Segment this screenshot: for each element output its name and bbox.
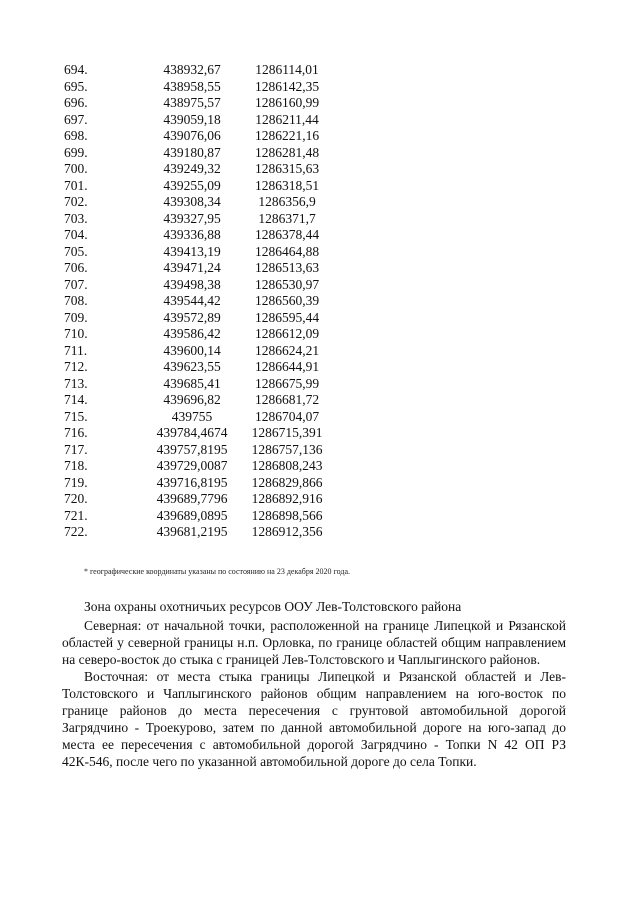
point-number: 711. [64,342,88,358]
footnote: * географические координаты указаны по состоянию на 23 декабря 2020 года. [84,567,351,576]
table-row [64,376,332,393]
point-number: 704. [64,227,88,242]
coordinate-x: 439716,8195 [156,474,228,490]
point-number: 697. [64,111,88,127]
coordinate-y: 1286757,136 [251,441,323,457]
coordinate-y: 1286378,44 [254,227,320,242]
point-number: 717. [64,441,88,457]
coordinate-x: 439784,4674 [156,425,228,440]
point-number: 716. [64,425,88,440]
table-row [64,524,332,541]
coordinate-y: 1286315,63 [254,161,320,176]
coordinate-x: 439600,14 [163,342,221,358]
table-row [64,392,332,409]
table-row [64,128,332,145]
point-number: 707. [64,276,88,292]
coordinate-x: 438975,57 [163,95,221,110]
point-number: 714. [64,392,88,407]
coordinate-x: 439471,24 [163,260,221,275]
point-number: 705. [64,243,88,259]
table-row [64,178,332,195]
table-row [64,277,332,294]
point-number: 702. [64,194,88,209]
coordinate-y: 1286371,7 [258,210,316,226]
coordinate-y: 1286356,9 [258,194,316,209]
point-number: 720. [64,491,88,506]
coordinate-x: 439586,42 [163,326,221,341]
point-number: 694. [64,62,88,77]
coordinate-y: 1286644,91 [254,359,320,374]
coordinate-x: 439059,18 [163,111,221,127]
table-row [64,95,332,112]
point-number: 703. [64,210,88,226]
point-number: 701. [64,177,88,193]
eastern-boundary-paragraph: Восточная: от места стыка границы Липецкой и Рязанской областей и Лев-Толстовского и Чаплыгинского районов общим направлением на юго-восток по границе районов до места пересечения с грунтовой автомобильной дорогой Загрядчино - Троекурово, затем по данной автомобильной дороге на юго-запад до места ее пересечения с автомобильной дорогой Загрядчино - Топки N 42 ОП РЗ 42К-546, после чего по указанной автомобильной дороге до села Топки. [62,669,566,769]
point-number: 721. [64,507,88,523]
coordinate-x: 438958,55 [163,78,221,94]
table-row [64,211,332,228]
coordinate-y: 1286211,44 [255,111,319,127]
coordinate-x: 439623,55 [163,359,221,374]
coordinates-table-body [64,62,332,541]
zone-description [62,598,566,770]
coordinate-x: 439681,2195 [156,524,228,539]
coordinate-y: 1286612,09 [254,326,320,341]
point-number: 699. [64,144,88,160]
table-row [64,112,332,129]
coordinate-x: 439689,7796 [156,491,228,506]
point-number: 722. [64,524,88,539]
point-number: 695. [64,78,88,94]
coordinate-x: 439544,42 [163,293,221,308]
point-number: 713. [64,375,88,391]
coordinate-y: 1286912,356 [251,524,323,539]
point-number: 709. [64,309,88,325]
point-number: 696. [64,95,88,110]
coordinate-y: 1286898,566 [251,507,323,523]
coordinate-x: 439308,34 [163,194,221,209]
coordinate-y: 1286624,21 [254,342,320,358]
coordinate-x: 439327,95 [163,210,221,226]
table-row [64,508,332,525]
coordinate-x: 439255,09 [163,177,221,193]
table-row [64,161,332,178]
table-row [64,79,332,96]
coordinate-y: 1286221,16 [254,128,320,143]
table-row [64,326,332,343]
table-row [64,293,332,310]
point-number: 710. [64,326,88,341]
table-row [64,359,332,376]
coordinate-x: 439249,32 [163,161,221,176]
table-row [64,227,332,244]
table-row [64,260,332,277]
coordinate-y: 1286704,07 [254,408,320,424]
coordinate-x: 439498,38 [163,276,221,292]
table-row [64,475,332,492]
coordinate-y: 1286530,97 [254,276,320,292]
coordinate-y: 1286681,72 [254,392,320,407]
coordinate-x: 439689,0895 [156,507,228,523]
coordinate-y: 1286281,48 [254,144,320,160]
coordinate-x: 438932,67 [163,62,221,77]
table-row [64,62,332,79]
coordinate-y: 1286160,99 [254,95,320,110]
coordinate-x: 439180,87 [163,144,221,160]
point-number: 708. [64,293,88,308]
coordinate-x: 439076,06 [163,128,221,143]
table-row [64,145,332,162]
coordinate-y: 1286595,44 [254,309,320,325]
coordinate-y: 1286114,01 [255,62,319,77]
coordinate-y: 1286318,51 [254,177,320,193]
coordinate-y: 1286892,916 [251,491,323,506]
coordinate-x: 439755 [171,408,213,424]
point-number: 712. [64,359,88,374]
table-row [64,244,332,261]
coordinate-y: 1286560,39 [254,293,320,308]
point-number: 719. [64,474,88,490]
coordinate-y: 1286675,99 [254,375,320,391]
coordinate-y: 1286464,88 [254,243,320,259]
point-number: 718. [64,458,88,473]
table-row [64,425,332,442]
section-title: Зона охраны охотничьих ресурсов ООУ Лев-Толстовского района [84,599,462,614]
table-row [64,442,332,459]
coordinate-x: 439336,88 [163,227,221,242]
table-row [64,409,332,426]
coordinate-y: 1286715,391 [251,425,323,440]
coordinate-y: 1286513,63 [254,260,320,275]
coordinate-x: 439696,82 [163,392,221,407]
coordinate-x: 439572,89 [163,309,221,325]
coordinate-x: 439413,19 [163,243,221,259]
table-row [64,343,332,360]
table-row [64,194,332,211]
coordinate-y: 1286808,243 [251,458,323,473]
coordinate-y: 1286829,866 [251,474,323,490]
coordinate-x: 439757,8195 [156,441,228,457]
coordinates-table [64,62,332,541]
point-number: 700. [64,161,88,176]
coordinate-y: 1286142,35 [254,78,320,94]
northern-boundary-paragraph: Северная: от начальной точки, расположенной на границе Липецкой и Рязанской областей у северной границы н.п. Орловка, по границе областей общим направлением на северо-восток до стыка с границей Лев-Толстовского и Чаплыгинского районов. [62,618,566,667]
coordinate-x: 439685,41 [163,375,221,391]
coordinate-x: 439729,0087 [156,458,228,473]
table-row [64,310,332,327]
table-row [64,491,332,508]
point-number: 698. [64,128,88,143]
point-number: 715. [64,408,88,424]
point-number: 706. [64,260,88,275]
table-row [64,458,332,475]
